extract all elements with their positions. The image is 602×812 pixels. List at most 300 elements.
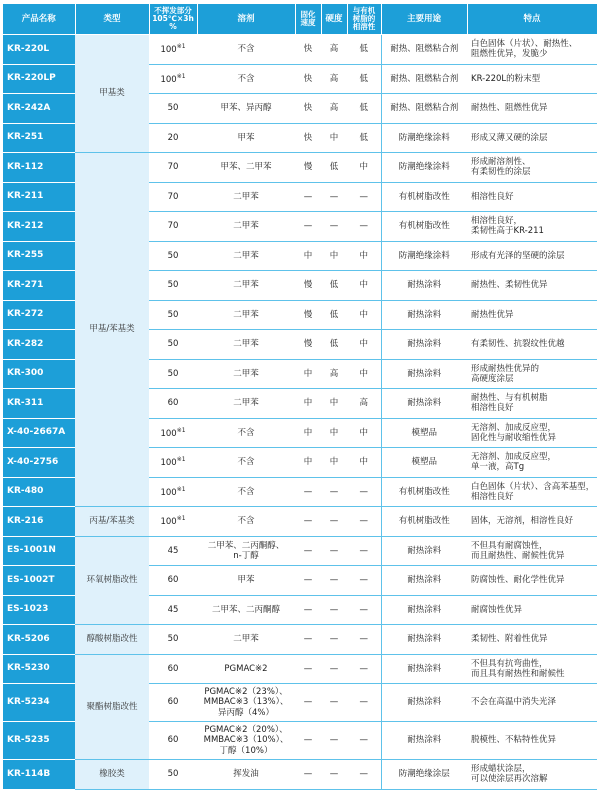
product-name: KR-311 — [3, 389, 75, 419]
cure-speed-value: 快 — [295, 35, 321, 65]
solvent-line: 异丙醇（4%） — [218, 707, 274, 718]
nonvolatile-value — [149, 330, 197, 360]
compatibility-value: 低 — [347, 35, 381, 65]
compatibility-value: — — [347, 536, 381, 566]
cure-speed-value: 中 — [295, 359, 321, 389]
nonvolatile-number: 60 — [167, 398, 179, 409]
solvent-value — [197, 760, 295, 790]
compatibility-value: 低 — [347, 64, 381, 94]
features-value — [467, 722, 597, 760]
main-use-value: 防潮绝缘涂料 — [381, 123, 467, 153]
main-use-value: 耐热涂料 — [381, 684, 467, 722]
main-use-value: 有机树脂改性 — [381, 182, 467, 212]
product-name: KR-255 — [3, 241, 75, 271]
features-value — [467, 389, 597, 419]
solvent-line: 二甲苯 — [233, 339, 259, 350]
features-value — [467, 300, 597, 330]
solvent-line: 挥发油 — [233, 769, 259, 780]
nonvolatile-value — [149, 654, 197, 684]
main-use-value: 耐热涂料 — [381, 300, 467, 330]
features-value — [467, 507, 597, 537]
features-line: 相溶性良好， — [471, 216, 523, 227]
table-row — [3, 153, 597, 183]
header-type: 类型 — [75, 4, 149, 35]
nonvolatile-value — [149, 123, 197, 153]
features-line: 而且耐热性、耐候性优异 — [471, 550, 565, 561]
footnote-mark: ※1 — [176, 426, 186, 434]
compatibility-value: 中 — [347, 300, 381, 330]
features-line: KR-220L的粉末型 — [471, 73, 541, 84]
features-line: 耐腐蚀性优异 — [471, 604, 523, 615]
features-line: 白色固体（片状）、耐热性、 — [471, 39, 578, 50]
features-line: 有柔韧性的涂层 — [471, 167, 531, 178]
features-value — [467, 123, 597, 153]
nonvolatile-number: 50 — [167, 339, 179, 350]
nonvolatile-value — [149, 684, 197, 722]
product-name: KR-114B — [3, 760, 75, 790]
main-use-value: 有机树脂改性 — [381, 477, 467, 507]
header-name: 产品名称 — [3, 4, 75, 35]
solvent-value — [197, 35, 295, 65]
solvent-value — [197, 654, 295, 684]
features-line: 无溶剂、加成反应型， — [471, 422, 557, 433]
product-name: KR-212 — [3, 212, 75, 242]
features-line: 相溶性良好 — [471, 403, 514, 414]
features-value — [467, 595, 597, 625]
solvent-value — [197, 418, 295, 448]
solvent-line: 不含 — [237, 73, 255, 84]
solvent-line: 二甲苯 — [233, 368, 259, 379]
hardness-value: — — [321, 566, 347, 596]
hardness-value: — — [321, 477, 347, 507]
product-name: ES-1001N — [3, 536, 75, 566]
nonvolatile-number: 50 — [167, 103, 179, 114]
header-compatibility — [347, 4, 381, 35]
solvent-line: 不含 — [237, 516, 255, 527]
hardness-value: 高 — [321, 359, 347, 389]
solvent-value — [197, 330, 295, 360]
nonvolatile-number: 50 — [167, 634, 179, 645]
nonvolatile-number: 45 — [167, 545, 179, 556]
nonvolatile-number: 50 — [167, 309, 179, 320]
features-value — [467, 760, 597, 790]
hardness-value: 中 — [321, 241, 347, 271]
main-use-value: 耐热涂料 — [381, 330, 467, 360]
nonvolatile-number: 60 — [167, 663, 179, 674]
nonvolatile-number: 50 — [167, 769, 179, 780]
features-line: 柔韧性、附着性优异 — [471, 634, 548, 645]
features-line: 白色固体（片状）、含高苯基型， — [471, 481, 595, 492]
cure-speed-value: 慢 — [295, 300, 321, 330]
hardness-value: — — [321, 536, 347, 566]
solvent-line: 二甲苯 — [233, 309, 259, 320]
features-line: 脱模性、不粘特性优异 — [471, 735, 557, 746]
cure-speed-value: — — [295, 507, 321, 537]
product-name: KR-112 — [3, 153, 75, 183]
features-line: 阻燃性优异，发脆少 — [471, 49, 548, 60]
nonvolatile-value — [149, 722, 197, 760]
solvent-value — [197, 448, 295, 478]
solvent-value — [197, 722, 295, 760]
features-value — [467, 64, 597, 94]
features-line: 可以使涂层再次溶解 — [471, 774, 548, 785]
solvent-value — [197, 507, 295, 537]
header-features: 特点 — [467, 4, 597, 35]
cure-speed-value: — — [295, 536, 321, 566]
features-value — [467, 477, 597, 507]
nonvolatile-value — [149, 625, 197, 655]
header-cure-speed — [295, 4, 321, 35]
cure-speed-value: 快 — [295, 123, 321, 153]
footnote-mark: ※1 — [176, 485, 186, 493]
table-body — [3, 35, 597, 790]
product-name: X-40-2756 — [3, 448, 75, 478]
nonvolatile-value — [149, 418, 197, 448]
compatibility-value: — — [347, 760, 381, 790]
header-nonvolatile-line3: % — [169, 21, 177, 31]
features-value — [467, 35, 597, 65]
header-nonvolatile — [149, 4, 197, 35]
cure-speed-value: — — [295, 654, 321, 684]
solvent-line: 甲苯、异丙醇 — [220, 103, 272, 114]
solvent-line: 二甲苯 — [233, 280, 259, 291]
features-value — [467, 536, 597, 566]
compatibility-value: — — [347, 684, 381, 722]
nonvolatile-number: 100 — [160, 45, 177, 56]
main-use-value: 耐热涂料 — [381, 722, 467, 760]
product-type: 橡胶类 — [75, 760, 149, 790]
hardness-value: 中 — [321, 123, 347, 153]
nonvolatile-number: 50 — [167, 280, 179, 291]
compatibility-value: 中 — [347, 418, 381, 448]
solvent-line: 不含 — [237, 457, 255, 468]
product-name: KR-300 — [3, 359, 75, 389]
main-use-value: 耐热涂料 — [381, 595, 467, 625]
compatibility-value: — — [347, 182, 381, 212]
product-type: 醇酸树脂改性 — [75, 625, 149, 655]
compatibility-value: — — [347, 654, 381, 684]
solvent-line: 不含 — [237, 44, 255, 55]
features-line: 形成耐溶剂性、 — [471, 157, 531, 168]
solvent-value — [197, 94, 295, 124]
compatibility-value: — — [347, 477, 381, 507]
hardness-value: 高 — [321, 64, 347, 94]
features-line: 耐热性、与有机树脂 — [471, 393, 548, 404]
cure-speed-value: 中 — [295, 241, 321, 271]
compatibility-value: 中 — [347, 359, 381, 389]
compatibility-value: 高 — [347, 389, 381, 419]
nonvolatile-number: 70 — [167, 191, 179, 202]
nonvolatile-number: 100 — [160, 428, 177, 439]
hardness-value: — — [321, 722, 347, 760]
table-row — [3, 760, 597, 790]
product-type: 甲基类 — [75, 35, 149, 153]
cure-speed-value: 快 — [295, 64, 321, 94]
solvent-line: 二甲苯 — [233, 221, 259, 232]
features-line: 防腐蚀性、耐化学性优异 — [471, 575, 565, 586]
hardness-value: — — [321, 595, 347, 625]
compatibility-value: 中 — [347, 153, 381, 183]
cure-speed-value: 中 — [295, 448, 321, 478]
cure-speed-value: — — [295, 477, 321, 507]
main-use-value: 模塑品 — [381, 418, 467, 448]
header-compat-line3: 相溶性 — [352, 21, 376, 31]
header-cure-line2: 速度 — [300, 18, 316, 27]
solvent-line: 二甲苯 — [233, 634, 259, 645]
solvent-line: 二甲苯 — [233, 250, 259, 261]
header-compat-line1: 与有机 — [352, 6, 376, 16]
hardness-value: 低 — [321, 271, 347, 301]
nonvolatile-value — [149, 595, 197, 625]
features-value — [467, 241, 597, 271]
compatibility-value: — — [347, 507, 381, 537]
product-name: KR-251 — [3, 123, 75, 153]
features-line: 柔韧性高于KR-211 — [471, 226, 544, 237]
nonvolatile-number: 100 — [160, 458, 177, 469]
features-value — [467, 684, 597, 722]
solvent-line: 甲苯 — [237, 132, 255, 143]
nonvolatile-value — [149, 566, 197, 596]
features-line: 耐热性、阻燃性优异 — [471, 103, 548, 114]
solvent-line: 丁醇（10%） — [219, 745, 273, 756]
solvent-value — [197, 153, 295, 183]
cure-speed-value: — — [295, 595, 321, 625]
solvent-line: MMBAC※3（10%）、 — [203, 735, 289, 746]
hardness-value: 高 — [321, 94, 347, 124]
hardness-value: 中 — [321, 418, 347, 448]
hardness-value: — — [321, 684, 347, 722]
table-row — [3, 536, 597, 566]
solvent-value — [197, 566, 295, 596]
nonvolatile-value — [149, 35, 197, 65]
solvent-line: 甲苯、二甲苯 — [220, 162, 272, 173]
main-use-value: 耐热涂料 — [381, 359, 467, 389]
solvent-line: PGMAC※2（20%）、 — [204, 725, 288, 736]
solvent-value — [197, 389, 295, 419]
features-line: 不会在高温中消失光泽 — [471, 697, 557, 708]
product-name: KR-282 — [3, 330, 75, 360]
main-use-value: 耐热涂料 — [381, 389, 467, 419]
features-value — [467, 625, 597, 655]
solvent-line: PGMAC※2 — [224, 663, 268, 674]
cure-speed-value: — — [295, 212, 321, 242]
solvent-value — [197, 359, 295, 389]
solvent-line: 二甲苯 — [233, 398, 259, 409]
solvent-value — [197, 123, 295, 153]
product-name: ES-1002T — [3, 566, 75, 596]
product-name: ES-1023 — [3, 595, 75, 625]
features-value — [467, 153, 597, 183]
features-line: 高硬度涂层 — [471, 373, 514, 384]
table-row — [3, 35, 597, 65]
features-line: 形成蜡状涂层， — [471, 764, 531, 775]
nonvolatile-number: 45 — [167, 604, 179, 615]
nonvolatile-value — [149, 507, 197, 537]
cure-speed-value: — — [295, 182, 321, 212]
cure-speed-value: — — [295, 625, 321, 655]
header-nonvolatile-line2: 105℃×3h — [152, 14, 194, 24]
main-use-value: 防潮绝缘涂料 — [381, 153, 467, 183]
features-line: 无溶剂、加成反应型， — [471, 452, 557, 463]
footnote-mark: ※1 — [176, 72, 186, 80]
solvent-line: n-丁醇 — [233, 550, 259, 561]
features-value — [467, 566, 597, 596]
main-use-value: 防潮绝缘涂层 — [381, 760, 467, 790]
hardness-value: — — [321, 212, 347, 242]
features-value — [467, 94, 597, 124]
hardness-value: — — [321, 654, 347, 684]
features-line: 耐热性、柔韧性优异 — [471, 280, 548, 291]
product-name: KR-216 — [3, 507, 75, 537]
hardness-value: — — [321, 625, 347, 655]
product-name: KR-5235 — [3, 722, 75, 760]
solvent-line: 二甲苯、二丙酮醇 — [211, 604, 280, 615]
product-spec-table — [3, 4, 598, 790]
solvent-line: 不含 — [237, 427, 255, 438]
hardness-value: 低 — [321, 153, 347, 183]
features-line: 形成又薄又硬的涂层 — [471, 132, 548, 143]
table-row — [3, 625, 597, 655]
nonvolatile-number: 20 — [167, 132, 179, 143]
main-use-value: 耐热、阻燃粘合剂 — [381, 64, 467, 94]
hardness-value: 高 — [321, 35, 347, 65]
nonvolatile-value — [149, 153, 197, 183]
solvent-value — [197, 64, 295, 94]
footnote-mark: ※1 — [176, 515, 186, 523]
main-use-value: 有机树脂改性 — [381, 507, 467, 537]
product-type: 环氧树脂改性 — [75, 536, 149, 625]
cure-speed-value: 中 — [295, 418, 321, 448]
nonvolatile-number: 100 — [160, 487, 177, 498]
features-line: 固体，无溶剂，相溶性良好 — [471, 516, 574, 527]
features-line: 固化性与耐收缩性优异 — [471, 432, 557, 443]
features-line: 相溶性良好 — [471, 191, 514, 202]
nonvolatile-number: 100 — [160, 517, 177, 528]
cure-speed-value: 快 — [295, 94, 321, 124]
cure-speed-value: — — [295, 684, 321, 722]
solvent-line: MMBAC※3（13%）、 — [203, 697, 289, 708]
header-main-use: 主要用途 — [381, 4, 467, 35]
product-name: KR-211 — [3, 182, 75, 212]
header-compat-line2: 树脂的 — [352, 14, 376, 24]
solvent-value — [197, 477, 295, 507]
main-use-value: 耐热涂料 — [381, 625, 467, 655]
table-row — [3, 507, 597, 537]
solvent-value — [197, 684, 295, 722]
features-value — [467, 418, 597, 448]
nonvolatile-number: 60 — [167, 735, 179, 746]
nonvolatile-number: 60 — [167, 697, 179, 708]
features-line: 耐热性优异 — [471, 309, 514, 320]
hardness-value: 中 — [321, 389, 347, 419]
solvent-line: 二甲苯、二丙酮醇、 — [207, 540, 285, 551]
product-name: KR-5230 — [3, 654, 75, 684]
features-line: 而且具有耐热性和耐候性 — [471, 668, 565, 679]
header-hardness: 硬度 — [321, 4, 347, 35]
product-name: KR-5206 — [3, 625, 75, 655]
cure-speed-value: — — [295, 566, 321, 596]
compatibility-value: 中 — [347, 448, 381, 478]
nonvolatile-number: 100 — [160, 74, 177, 85]
nonvolatile-value — [149, 359, 197, 389]
solvent-value — [197, 182, 295, 212]
footnote-mark: ※1 — [176, 456, 186, 464]
compatibility-value: 中 — [347, 271, 381, 301]
compatibility-value: — — [347, 625, 381, 655]
hardness-value: — — [321, 507, 347, 537]
features-value — [467, 271, 597, 301]
product-name: KR-220LP — [3, 64, 75, 94]
solvent-line: PGMAC※2（23%）、 — [204, 687, 288, 698]
product-name: X-40-2667A — [3, 418, 75, 448]
features-value — [467, 330, 597, 360]
features-line: 相溶性良好 — [471, 491, 514, 502]
cure-speed-value: 慢 — [295, 153, 321, 183]
product-name: KR-272 — [3, 300, 75, 330]
solvent-value — [197, 625, 295, 655]
compatibility-value: 低 — [347, 94, 381, 124]
product-name: KR-271 — [3, 271, 75, 301]
cure-speed-value: 中 — [295, 389, 321, 419]
nonvolatile-value — [149, 536, 197, 566]
solvent-line: 二甲苯 — [233, 191, 259, 202]
product-name: KR-480 — [3, 477, 75, 507]
main-use-value: 模塑品 — [381, 448, 467, 478]
features-value — [467, 182, 597, 212]
features-value — [467, 359, 597, 389]
header-solvent: 溶剂 — [197, 4, 295, 35]
hardness-value: — — [321, 760, 347, 790]
cure-speed-value: 慢 — [295, 330, 321, 360]
main-use-value: 耐热涂料 — [381, 654, 467, 684]
main-use-value: 防潮绝缘涂料 — [381, 241, 467, 271]
footnote-mark: ※1 — [176, 43, 186, 51]
features-line: 单一液，高Tg — [471, 462, 525, 473]
header-row — [3, 4, 597, 35]
nonvolatile-value — [149, 212, 197, 242]
solvent-value — [197, 212, 295, 242]
product-type: 丙基/苯基类 — [75, 507, 149, 537]
compatibility-value: — — [347, 595, 381, 625]
cure-speed-value: — — [295, 760, 321, 790]
nonvolatile-number: 70 — [167, 221, 179, 232]
solvent-value — [197, 271, 295, 301]
solvent-value — [197, 595, 295, 625]
main-use-value: 耐热涂料 — [381, 566, 467, 596]
features-value — [467, 448, 597, 478]
cure-speed-value: 慢 — [295, 271, 321, 301]
main-use-value: 耐热涂料 — [381, 536, 467, 566]
header-nonvolatile-line1: 不挥发部分 — [154, 6, 192, 16]
product-name: KR-220L — [3, 35, 75, 65]
product-name: KR-242A — [3, 94, 75, 124]
features-line: 形成耐热性优异的 — [471, 363, 540, 374]
nonvolatile-value — [149, 477, 197, 507]
hardness-value: 低 — [321, 330, 347, 360]
nonvolatile-value — [149, 300, 197, 330]
compatibility-value: — — [347, 566, 381, 596]
solvent-line: 不含 — [237, 486, 255, 497]
hardness-value: 低 — [321, 300, 347, 330]
nonvolatile-value — [149, 94, 197, 124]
nonvolatile-number: 50 — [167, 368, 179, 379]
compatibility-value: — — [347, 722, 381, 760]
nonvolatile-value — [149, 271, 197, 301]
main-use-value: 耐热涂料 — [381, 271, 467, 301]
features-line: 不但具有耐腐蚀性， — [471, 540, 548, 551]
compatibility-value: — — [347, 212, 381, 242]
main-use-value: 有机树脂改性 — [381, 212, 467, 242]
